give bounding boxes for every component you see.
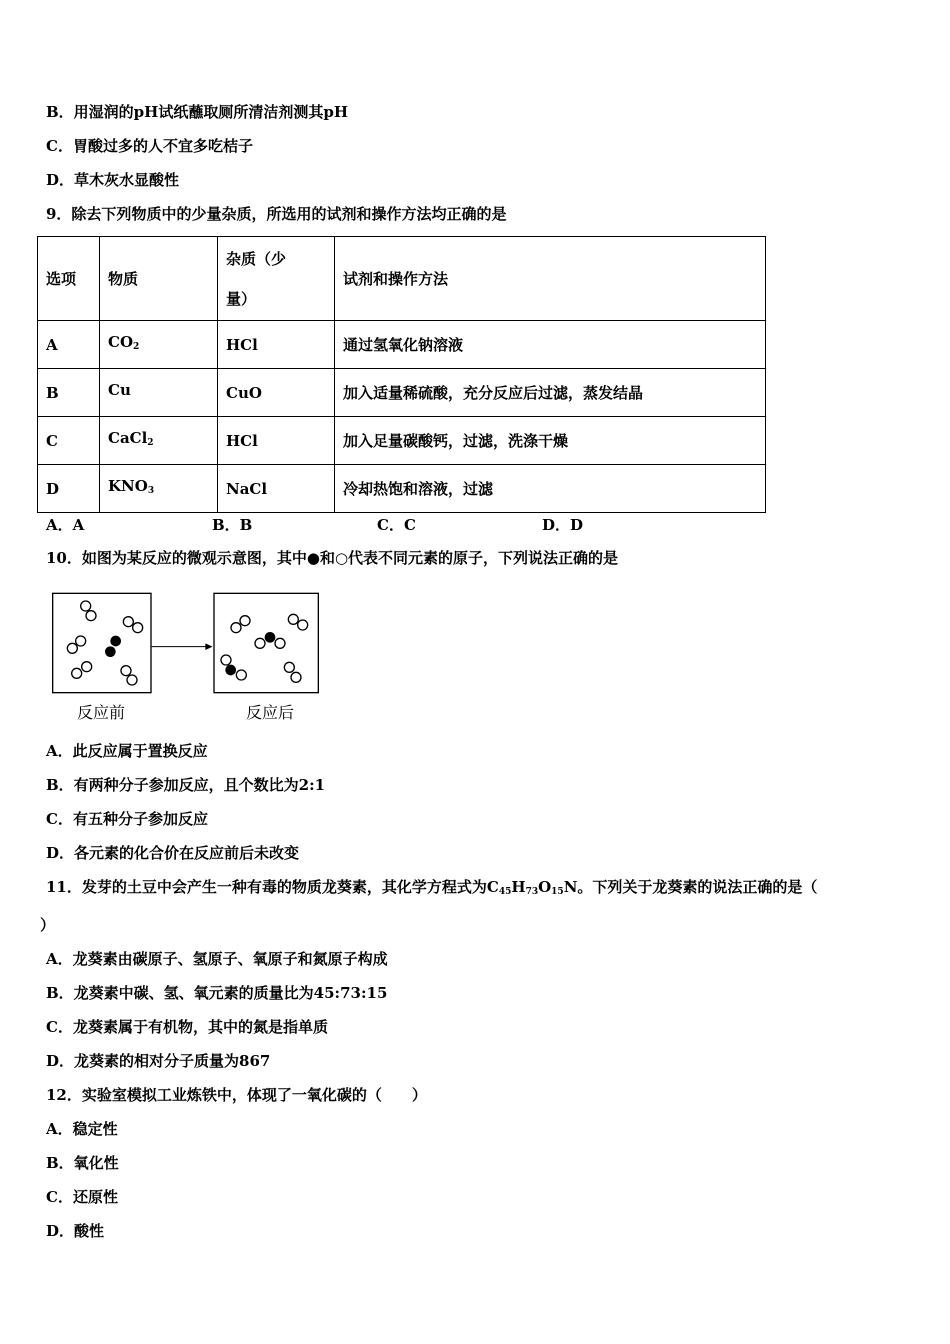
q12-option-b: B．氧化性 — [46, 1154, 119, 1172]
q12-option-c: C．还原性 — [46, 1188, 118, 1206]
cell-option: C — [38, 417, 100, 465]
cell-method: 加入适量稀硫酸，充分反应后过滤，蒸发结晶 — [335, 369, 766, 417]
label-after-reaction: 反应后 — [246, 703, 295, 722]
q11-option-b: B．龙葵素中碳、氢、氧元素的质量比为45:73:15 — [46, 984, 388, 1002]
q9-answer-b: B．B — [212, 516, 253, 534]
q12-option-d: D．酸性 — [46, 1222, 105, 1240]
label-before-reaction: 反应前 — [77, 703, 126, 722]
cell-substance: $KNO_3$ — [100, 465, 218, 513]
cell-impurity: HCl — [218, 417, 335, 465]
q9-answer-d: D．D — [542, 516, 584, 534]
q12-option-a: A．稳定性 — [46, 1120, 118, 1138]
cell-substance: CaCl$_2$ — [100, 417, 218, 465]
header-impurity: 杂质（少 量） — [218, 237, 335, 321]
q8-option-d: D．草木灰水显酸性 — [46, 171, 180, 189]
cell-method: 通过氢氧化钠溶液 — [335, 321, 766, 369]
after-box — [214, 593, 318, 692]
cell-method: 加入足量碳酸钙，过滤，洗涤干燥 — [335, 417, 766, 465]
table-row — [38, 321, 766, 369]
header-substance: 物质 — [100, 237, 218, 321]
q10-option-a: A．此反应属于置换反应 — [46, 742, 208, 760]
q10-option-c: C．有五种分子参加反应 — [46, 810, 208, 828]
table-row — [38, 417, 766, 465]
arrow-head-icon — [205, 643, 212, 650]
table-header-row — [38, 237, 766, 321]
table-row — [38, 465, 766, 513]
q9-answer-c: C．C — [377, 516, 416, 534]
header-option: 选项 — [38, 237, 100, 321]
cell-substance: $CO_2$ — [100, 321, 218, 369]
q10-stem: 10．如图为某反应的微观示意图，其中●和○代表不同元素的原子，下列说法正确的是 — [46, 549, 619, 567]
q10-option-b: B．有两种分子参加反应，且个数比为2:1 — [46, 776, 326, 794]
q11-stem-end: ） — [40, 916, 56, 934]
q8-option-b: B．用湿润的pH试纸蘸取厕所清洁剂测其pH — [46, 103, 349, 121]
q11-option-d: D．龙葵素的相对分子质量为867 — [46, 1052, 271, 1070]
q12-stem: 12．实验室模拟工业炼铁中，体现了一氧化碳的（ ） — [46, 1086, 427, 1104]
cell-impurity: NaCl — [218, 465, 335, 513]
table-row — [38, 369, 766, 417]
cell-option: A — [38, 321, 100, 369]
cell-impurity: HCl — [218, 321, 335, 369]
cell-impurity: CuO — [218, 369, 335, 417]
q9-answer-a: A．A — [46, 516, 85, 534]
cell-substance: Cu — [100, 369, 218, 417]
header-method: 试剂和操作方法 — [335, 237, 766, 321]
q11-option-c: C．龙葵素属于有机物，其中的氮是指单质 — [46, 1018, 328, 1036]
chemical-formula: $C_{45}H_{73}O_{15}N$ — [486, 878, 578, 897]
q8-option-c: C．胃酸过多的人不宜多吃桔子 — [46, 137, 253, 155]
q11-stem: 11．发芽的土豆中会产生一种有毒的物质龙葵素，其化学方程式为$C_{45}H_{73}O_{15}N$。下列关于龙葵素的说法正确的是（ — [46, 878, 818, 897]
cell-option: B — [38, 369, 100, 417]
q11-option-a: A．龙葵素由碳原子、氢原子、氧原子和氮原子构成 — [46, 950, 388, 968]
cell-method: 冷却热饱和溶液，过滤 — [335, 465, 766, 513]
q10-option-d: D．各元素的化合价在反应前后未改变 — [46, 844, 300, 862]
q9-stem: 9．除去下列物质中的少量杂质，所选用的试剂和操作方法均正确的是 — [46, 205, 507, 223]
q9-table — [37, 236, 766, 513]
cell-option: D — [38, 465, 100, 513]
